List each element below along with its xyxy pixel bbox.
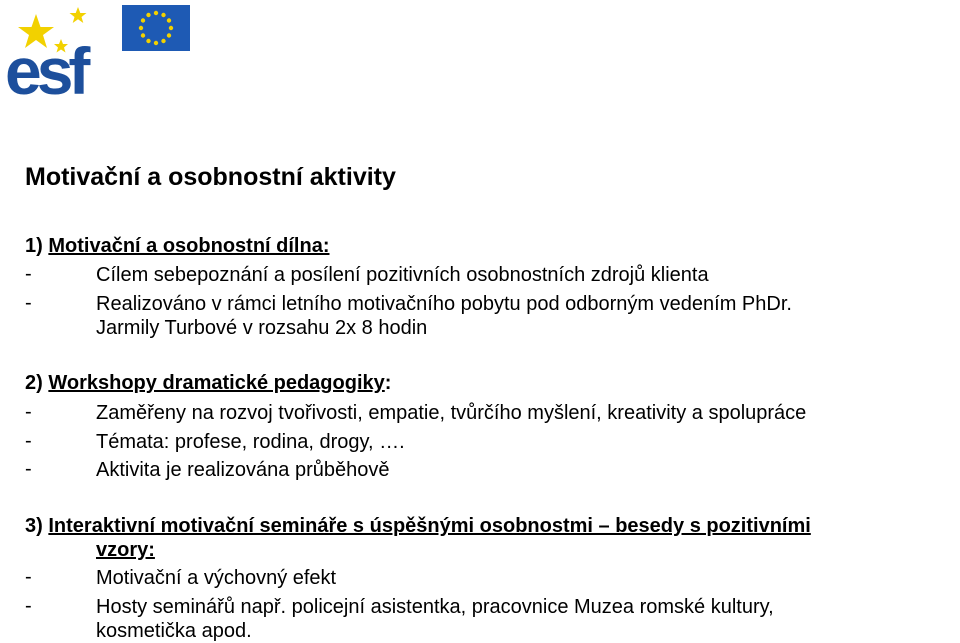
section-title-continuation: vzory: <box>96 539 155 561</box>
section-1-heading <box>25 235 329 258</box>
section-number: 3) <box>25 515 43 537</box>
section-2-heading <box>25 372 391 395</box>
bullet-dash: - <box>25 292 32 314</box>
section-title-colon: : <box>384 372 392 394</box>
logo-star-small <box>70 7 87 23</box>
list-item-text: Hosty seminářů např. policejní asistentka, pracovnice Muzea romské kultury, <box>96 596 774 618</box>
section-3-heading <box>25 515 811 538</box>
bullet-dash: - <box>25 430 32 452</box>
bullet-dash: - <box>25 458 32 480</box>
list-item-text: kosmetička apod. <box>96 620 252 642</box>
page-title: Motivační a osobnostní aktivity <box>25 163 396 191</box>
list-item-text: Zaměřeny na rozvoj tvořivosti, empatie, tvůrčího myšlení, kreativity a spolupráce <box>96 402 807 424</box>
section-number: 1) <box>25 235 43 257</box>
section-title: Interaktivní motivační semináře s úspěšnými osobnostmi – besedy s pozitivními <box>48 515 811 537</box>
list-item-text: Realizováno v rámci letního motivačního pobytu pod odborným vedením PhDr. <box>96 293 792 315</box>
section-title: Motivační a osobnostní dílna: <box>48 235 330 257</box>
eu-flag-icon <box>122 5 190 51</box>
section-title: Workshopy dramatické pedagogiky <box>48 372 385 394</box>
esf-logo-icon <box>4 3 116 97</box>
logo-wordmark: esf <box>5 34 86 97</box>
bullet-dash: - <box>25 401 32 423</box>
list-item-text: Aktivita je realizována průběhově <box>96 459 390 481</box>
list-item-text: Motivační a výchovný efekt <box>96 567 337 589</box>
bullet-dash: - <box>25 566 32 588</box>
list-item-text: Jarmily Turbové v rozsahu 2x 8 hodin <box>96 317 428 339</box>
section-number: 2) <box>25 372 43 394</box>
bullet-dash: - <box>25 595 32 617</box>
bullet-dash: - <box>25 263 32 285</box>
list-item-text: Cílem sebepoznání a posílení pozitivních osobnostních zdrojů klienta <box>96 264 709 286</box>
list-item-text: Témata: profese, rodina, drogy, …. <box>96 431 405 453</box>
